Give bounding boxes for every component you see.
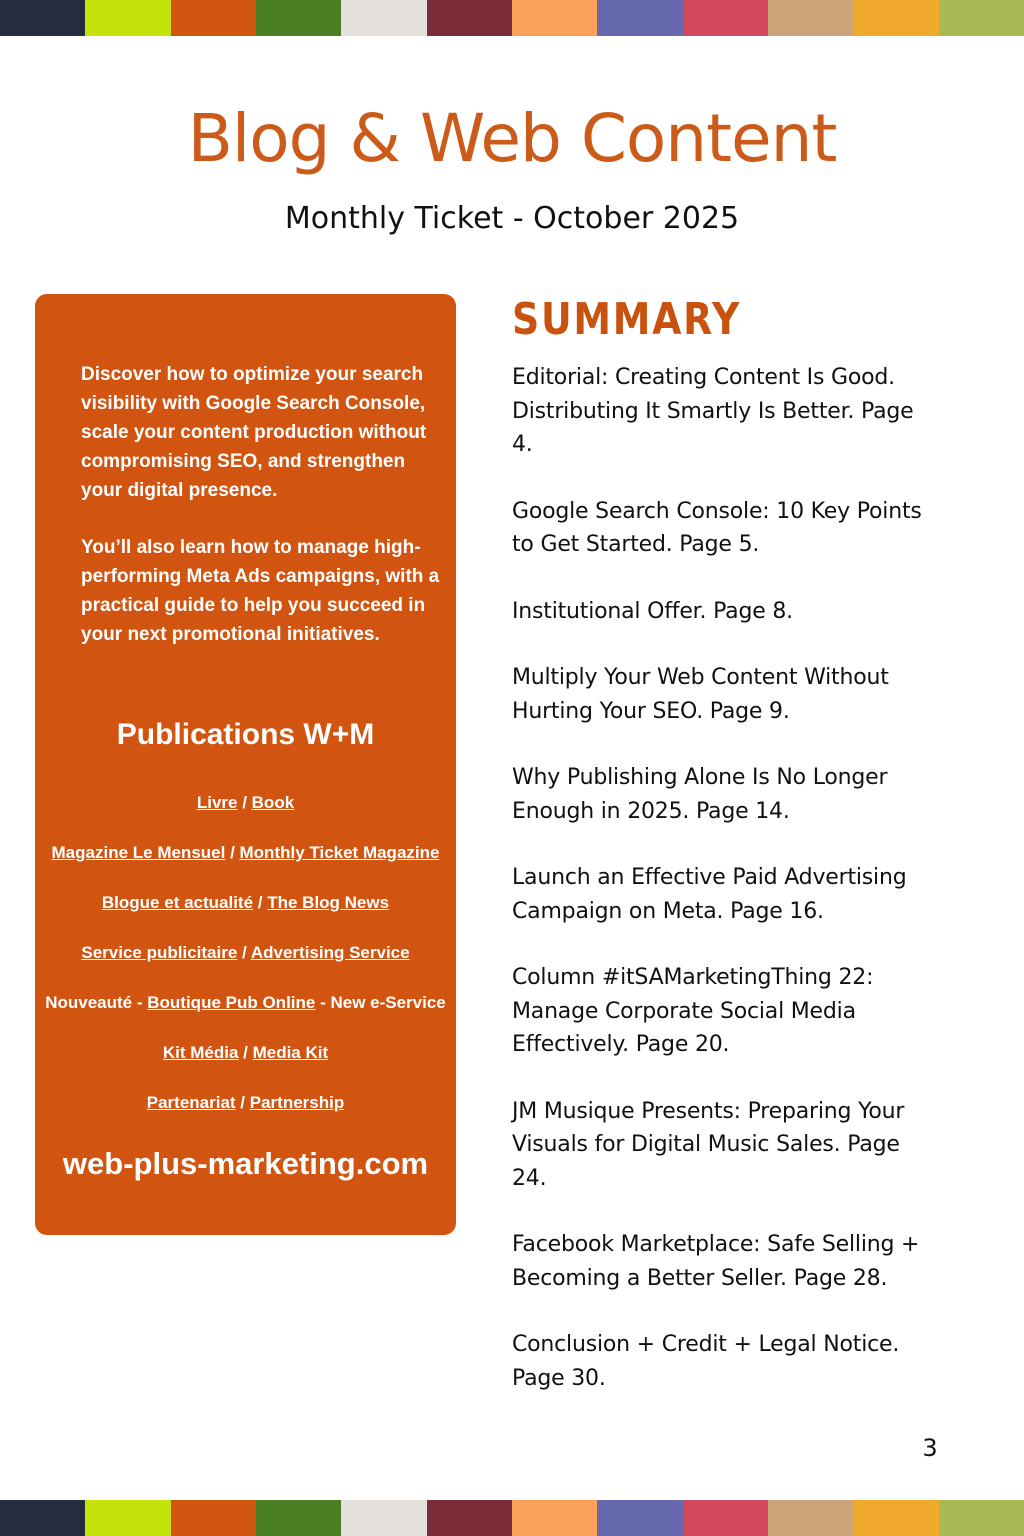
link-row bbox=[35, 940, 456, 990]
summary-item: Column #itSAMarketingThing 22: Manage Corporate Social Media Effectively. Page 20. bbox=[512, 965, 874, 1057]
stripe-segment bbox=[768, 0, 853, 36]
summary-item: Editorial: Creating Content Is Good. Distributing It Smartly Is Better. Page 4. bbox=[512, 365, 914, 457]
page-subtitle: Monthly Ticket - October 2025 bbox=[284, 201, 740, 236]
stripe-segment bbox=[597, 1500, 682, 1536]
stripe-segment bbox=[853, 1500, 938, 1536]
link-separator: / bbox=[253, 893, 268, 912]
link-advertising-service[interactable]: Advertising Service bbox=[250, 943, 410, 962]
stripe-segment bbox=[427, 1500, 512, 1536]
link-partnership[interactable]: Partnership bbox=[249, 1093, 345, 1112]
new-service-prefix: Nouveauté - bbox=[45, 993, 148, 1012]
top-color-stripe bbox=[0, 0, 1024, 36]
summary-item: Why Publishing Alone Is No Longer Enough in 2025. Page 14. bbox=[512, 765, 888, 824]
stripe-segment bbox=[683, 0, 768, 36]
stripe-segment bbox=[512, 1500, 597, 1536]
link-partenariat[interactable]: Partenariat bbox=[146, 1093, 236, 1112]
link-separator: / bbox=[225, 843, 240, 862]
link-service-publicitaire[interactable]: Service publicitaire bbox=[81, 943, 238, 962]
publication-links bbox=[35, 790, 456, 1140]
summary-item: Institutional Offer. Page 8. bbox=[512, 598, 793, 624]
stripe-segment bbox=[768, 1500, 853, 1536]
link-monthly-ticket-magazine[interactable]: Monthly Ticket Magazine bbox=[239, 843, 440, 862]
link-row bbox=[35, 890, 456, 940]
stripe-segment bbox=[85, 1500, 170, 1536]
stripe-segment bbox=[853, 0, 938, 36]
summary-item: Conclusion + Credit + Legal Notice. Page 30. bbox=[512, 1332, 900, 1391]
stripe-segment bbox=[85, 0, 170, 36]
stripe-segment bbox=[256, 0, 341, 36]
link-row bbox=[35, 1040, 456, 1090]
promo-intro-paragraph: Discover how to optimize your search visibility with Google Search Console, scale your content production without compromising SEO, and strengthen your digital presence. bbox=[81, 364, 427, 501]
link-magazine-le-mensuel[interactable]: Magazine Le Mensuel bbox=[51, 843, 226, 862]
link-row bbox=[35, 1090, 456, 1140]
stripe-segment bbox=[341, 0, 426, 36]
stripe-segment bbox=[597, 0, 682, 36]
summary-heading: SUMMARY bbox=[512, 294, 742, 345]
link-row bbox=[35, 840, 456, 890]
summary-item: Facebook Marketplace: Safe Selling + Becoming a Better Seller. Page 28. bbox=[512, 1232, 920, 1291]
stripe-segment bbox=[939, 1500, 1024, 1536]
stripe-segment bbox=[0, 1500, 85, 1536]
bottom-color-stripe bbox=[0, 1500, 1024, 1536]
link-separator: / bbox=[237, 943, 251, 962]
promo-panel bbox=[35, 294, 456, 1235]
link-the-blog-news[interactable]: The Blog News bbox=[267, 893, 390, 912]
summary-list bbox=[512, 361, 932, 1428]
promo-intro-paragraph: You’ll also learn how to manage high-performing Meta Ads campaigns, with a practical guide to help you succeed in your next promotional initiatives. bbox=[81, 537, 440, 645]
publications-title: Publications W+M bbox=[116, 718, 375, 751]
link-row bbox=[35, 990, 456, 1040]
summary-item: JM Musique Presents: Preparing Your Visuals for Digital Music Sales. Page 24. bbox=[512, 1098, 905, 1191]
new-service-suffix: - New e-Service bbox=[315, 993, 446, 1012]
website-url: web-plus-marketing.com bbox=[62, 1146, 429, 1181]
stripe-segment bbox=[256, 1500, 341, 1536]
stripe-segment bbox=[512, 0, 597, 36]
summary-item: Multiply Your Web Content Without Hurting Your SEO. Page 9. bbox=[512, 665, 889, 724]
summary-item: Launch an Effective Paid Advertising Campaign on Meta. Page 16. bbox=[512, 865, 907, 924]
stripe-segment bbox=[171, 1500, 256, 1536]
stripe-segment bbox=[171, 0, 256, 36]
stripe-segment bbox=[939, 0, 1024, 36]
link-separator: / bbox=[238, 1043, 253, 1062]
link-separator: / bbox=[235, 1093, 250, 1112]
link-row bbox=[35, 790, 456, 840]
stripe-segment bbox=[683, 1500, 768, 1536]
link-media-kit[interactable]: Media Kit bbox=[252, 1043, 329, 1062]
stripe-segment bbox=[0, 0, 85, 36]
link-book[interactable]: Book bbox=[251, 793, 295, 812]
link-blogue-et-actualite[interactable]: Blogue et actualité bbox=[101, 893, 254, 912]
summary-item: Google Search Console: 10 Key Points to Get Started. Page 5. bbox=[512, 498, 922, 557]
page-title: Blog & Web Content bbox=[187, 100, 837, 177]
promo-intro bbox=[81, 360, 441, 649]
link-boutique-pub-online[interactable]: Boutique Pub Online bbox=[147, 993, 316, 1012]
stripe-segment bbox=[341, 1500, 426, 1536]
stripe-segment bbox=[427, 0, 512, 36]
link-livre[interactable]: Livre bbox=[196, 793, 238, 812]
link-kit-media[interactable]: Kit Média bbox=[162, 1043, 239, 1062]
page-number: 3 bbox=[922, 1434, 938, 1462]
link-separator: / bbox=[237, 793, 252, 812]
